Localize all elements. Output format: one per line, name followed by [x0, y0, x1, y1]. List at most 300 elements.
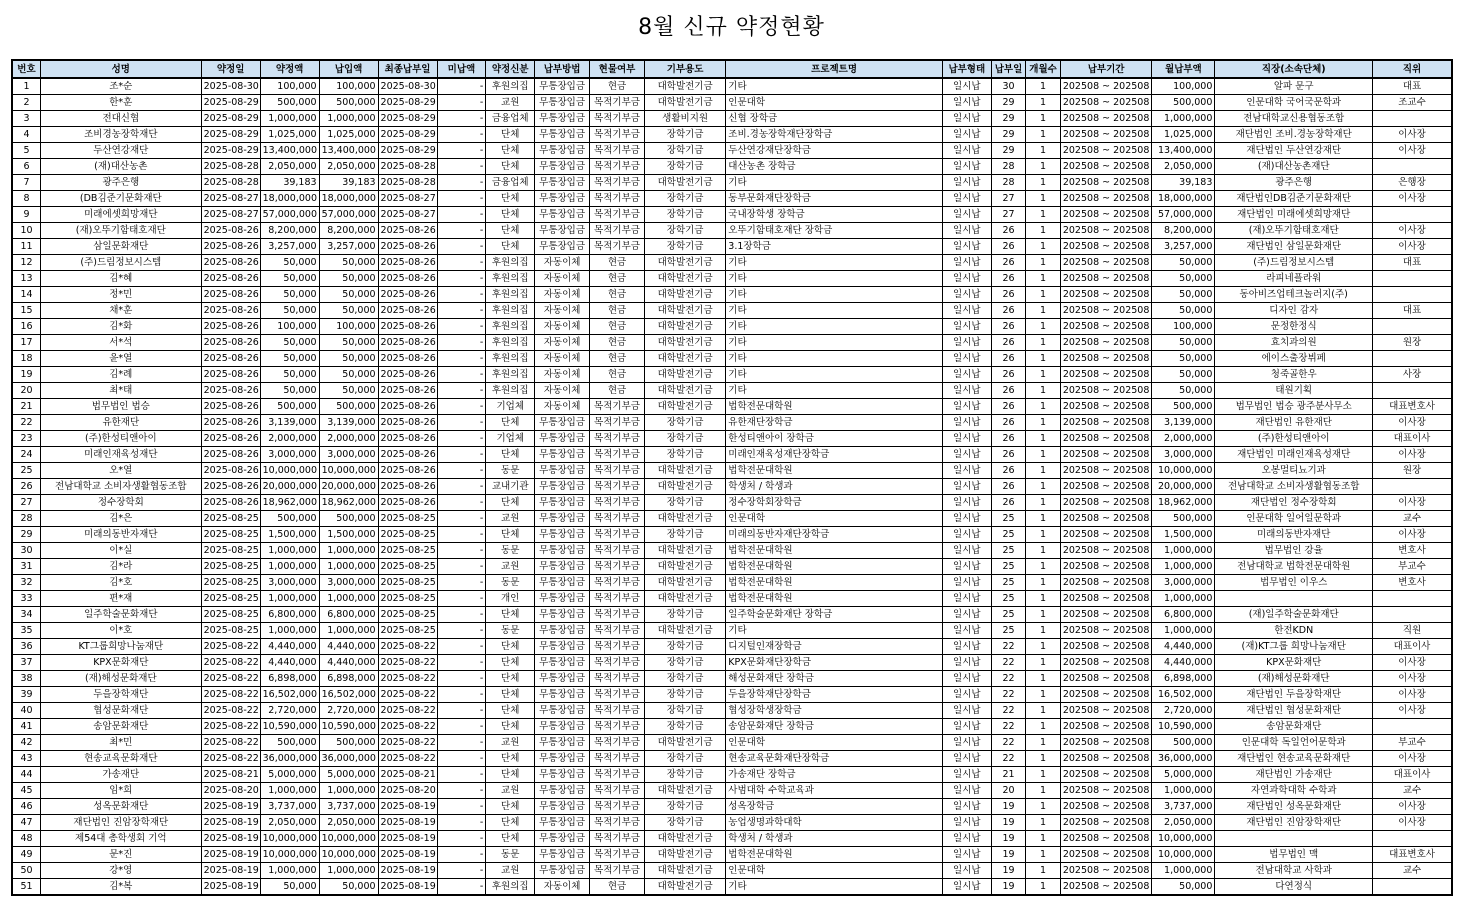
table-row — [12, 831, 1452, 847]
cell-months: 1 — [1026, 223, 1061, 239]
cell-months: 1 — [1026, 207, 1061, 223]
cell-name: 광주은행 — [40, 175, 201, 191]
cell-payment-method: 자동이체 — [535, 367, 590, 383]
cell-organization: 법무법인 맥 — [1215, 847, 1373, 863]
cell-pledge-amount: 3,257,000 — [260, 239, 319, 255]
cell-name: 강*영 — [40, 863, 201, 879]
cell-payment-type: 일시납 — [942, 847, 991, 863]
cell-unpaid: - — [437, 111, 486, 127]
cell-no: 22 — [12, 415, 40, 431]
cell-pledge-amount: 2,000,000 — [260, 431, 319, 447]
table-row — [12, 143, 1452, 159]
cell-payment-day: 26 — [991, 271, 1026, 287]
cell-donor-type: 단체 — [486, 799, 535, 815]
cell-name: 이*실 — [40, 543, 201, 559]
cell-monthly-amount: 50,000 — [1152, 879, 1215, 896]
cell-pledge-date: 2025-08-26 — [201, 351, 260, 367]
cell-paid-amount: 39,183 — [319, 175, 378, 191]
cell-project: 가송재단 장학금 — [726, 767, 943, 783]
cell-pledge-date: 2025-08-19 — [201, 815, 260, 831]
cell-project: 송암문화재단 장학금 — [726, 719, 943, 735]
col-header-paid-amount: 납입액 — [319, 60, 378, 78]
cell-monthly-amount: 50,000 — [1152, 271, 1215, 287]
cell-payment-day: 22 — [991, 687, 1026, 703]
cell-payment-method: 자동이체 — [535, 287, 590, 303]
cell-payment-period: 202508 ~ 202508 — [1060, 399, 1152, 415]
table-row — [12, 783, 1452, 799]
cell-monthly-amount: 100,000 — [1152, 319, 1215, 335]
cell-payment-period: 202508 ~ 202508 — [1060, 735, 1152, 751]
cell-pledge-date: 2025-08-26 — [201, 287, 260, 303]
cell-project: KPX문화재단장학금 — [726, 655, 943, 671]
cell-months: 1 — [1026, 719, 1061, 735]
cell-position: 대표 — [1373, 303, 1452, 319]
cell-payment-type: 일시납 — [942, 175, 991, 191]
cell-payment-type: 일시납 — [942, 447, 991, 463]
cell-organization: 재단법인 미래인재육성재단 — [1215, 447, 1373, 463]
cell-payment-period: 202508 ~ 202508 — [1060, 415, 1152, 431]
cell-no: 48 — [12, 831, 40, 847]
cell-name: 최*민 — [40, 735, 201, 751]
cell-project: 현송교육문화재단장학금 — [726, 751, 943, 767]
cell-name: 조*순 — [40, 78, 201, 95]
cell-no: 30 — [12, 543, 40, 559]
cell-purpose: 장학기금 — [644, 223, 725, 239]
cell-name: 미래의동반자재단 — [40, 527, 201, 543]
cell-name: 임*희 — [40, 783, 201, 799]
cell-project: 오뚜기함태호재단 장학금 — [726, 223, 943, 239]
cell-monthly-amount: 4,440,000 — [1152, 655, 1215, 671]
cell-position: 대표변호사 — [1373, 399, 1452, 415]
cell-monthly-amount: 10,590,000 — [1152, 719, 1215, 735]
cell-organization: (재)해성문화재단 — [1215, 671, 1373, 687]
cell-position — [1373, 111, 1452, 127]
cell-purpose: 장학기금 — [644, 431, 725, 447]
cell-payment-day: 26 — [991, 495, 1026, 511]
cell-payment-type: 일시납 — [942, 78, 991, 95]
cell-pledge-amount: 16,502,000 — [260, 687, 319, 703]
table-row — [12, 415, 1452, 431]
cell-project: 디지털인재장학금 — [726, 639, 943, 655]
cell-purpose: 장학기금 — [644, 607, 725, 623]
cell-months: 1 — [1026, 863, 1061, 879]
cell-payment-day: 25 — [991, 543, 1026, 559]
cell-paid-amount: 1,000,000 — [319, 623, 378, 639]
cell-pledge-date: 2025-08-22 — [201, 703, 260, 719]
cell-payment-period: 202508 ~ 202508 — [1060, 447, 1152, 463]
cell-payment-day: 22 — [991, 639, 1026, 655]
cell-last-paid-date: 2025-08-22 — [378, 735, 437, 751]
cell-payment-period: 202508 ~ 202508 — [1060, 767, 1152, 783]
table-row — [12, 319, 1452, 335]
cell-project: 법학전문대학원 — [726, 543, 943, 559]
cell-name: 문*진 — [40, 847, 201, 863]
cell-unpaid: - — [437, 255, 486, 271]
cell-payment-type: 일시납 — [942, 591, 991, 607]
cell-position: 원장 — [1373, 463, 1452, 479]
cell-name: 정*민 — [40, 287, 201, 303]
cell-project: 미래인재육성재단장학금 — [726, 447, 943, 463]
cell-name: 제54대 총학생회 기억 — [40, 831, 201, 847]
cell-payment-method: 무통장입금 — [535, 783, 590, 799]
cell-payment-method: 무통장입금 — [535, 735, 590, 751]
cell-name: 편*재 — [40, 591, 201, 607]
cell-organization: 전남대학교 법학전문대학원 — [1215, 559, 1373, 575]
cell-paid-amount: 500,000 — [319, 735, 378, 751]
cell-no: 21 — [12, 399, 40, 415]
cell-no: 14 — [12, 287, 40, 303]
cell-purpose: 대학발전기금 — [644, 735, 725, 751]
cell-payment-period: 202508 ~ 202508 — [1060, 335, 1152, 351]
cell-payment-method: 무통장입금 — [535, 863, 590, 879]
cell-unpaid: - — [437, 271, 486, 287]
cell-payment-day: 27 — [991, 207, 1026, 223]
cell-payment-method: 무통장입금 — [535, 575, 590, 591]
cell-payment-type: 일시납 — [942, 863, 991, 879]
cell-monthly-amount: 2,050,000 — [1152, 815, 1215, 831]
cell-name: 김*호 — [40, 575, 201, 591]
cell-payment-type: 일시납 — [942, 511, 991, 527]
cell-donor-type: 교원 — [486, 559, 535, 575]
cell-purpose: 대학발전기금 — [644, 367, 725, 383]
cell-last-paid-date: 2025-08-26 — [378, 287, 437, 303]
cell-paid-amount: 2,050,000 — [319, 159, 378, 175]
cell-unpaid: - — [437, 575, 486, 591]
cell-payment-period: 202508 ~ 202508 — [1060, 719, 1152, 735]
cell-months: 1 — [1026, 191, 1061, 207]
cell-donor-type: 금융업체 — [486, 175, 535, 191]
cell-position: 대표이사 — [1373, 639, 1452, 655]
cell-project: 인문대학 — [726, 735, 943, 751]
cell-unpaid: - — [437, 127, 486, 143]
cell-organization — [1215, 831, 1373, 847]
cell-position: 직원 — [1373, 623, 1452, 639]
cell-pledge-amount: 100,000 — [260, 78, 319, 95]
cell-name: (주)한성티앤아이 — [40, 431, 201, 447]
cell-organization: 광주은행 — [1215, 175, 1373, 191]
cell-no: 49 — [12, 847, 40, 863]
cell-in-kind: 목적기부금 — [590, 543, 645, 559]
cell-last-paid-date: 2025-08-26 — [378, 351, 437, 367]
cell-payment-period: 202508 ~ 202508 — [1060, 111, 1152, 127]
cell-in-kind: 목적기부금 — [590, 831, 645, 847]
cell-project: 두산연강재단장학금 — [726, 143, 943, 159]
cell-donor-type: 기업체 — [486, 431, 535, 447]
cell-in-kind: 목적기부금 — [590, 863, 645, 879]
cell-project: 기타 — [726, 271, 943, 287]
cell-project: 한성티앤아이 장학금 — [726, 431, 943, 447]
cell-last-paid-date: 2025-08-29 — [378, 95, 437, 111]
cell-purpose: 장학기금 — [644, 655, 725, 671]
cell-payment-day: 26 — [991, 399, 1026, 415]
cell-payment-method: 무통장입금 — [535, 95, 590, 111]
cell-organization: (재)일주학술문화재단 — [1215, 607, 1373, 623]
cell-organization: 효치과의원 — [1215, 335, 1373, 351]
cell-months: 1 — [1026, 495, 1061, 511]
cell-payment-day: 26 — [991, 383, 1026, 399]
cell-pledge-date: 2025-08-29 — [201, 111, 260, 127]
cell-payment-period: 202508 ~ 202508 — [1060, 463, 1152, 479]
cell-no: 8 — [12, 191, 40, 207]
cell-pledge-date: 2025-08-26 — [201, 223, 260, 239]
cell-organization: 재단법인 현송교육문화재단 — [1215, 751, 1373, 767]
cell-payment-type: 일시납 — [942, 207, 991, 223]
cell-no: 43 — [12, 751, 40, 767]
cell-months: 1 — [1026, 783, 1061, 799]
cell-payment-method: 무통장입금 — [535, 847, 590, 863]
cell-pledge-amount: 1,000,000 — [260, 591, 319, 607]
cell-pledge-date: 2025-08-22 — [201, 687, 260, 703]
cell-payment-type: 일시납 — [942, 815, 991, 831]
cell-months: 1 — [1026, 255, 1061, 271]
table-row — [12, 735, 1452, 751]
table-row — [12, 287, 1452, 303]
cell-position: 이사장 — [1373, 751, 1452, 767]
cell-name: KT그룹희망나눔재단 — [40, 639, 201, 655]
col-header-last-paid-date: 최종납부일 — [378, 60, 437, 78]
cell-months: 1 — [1026, 95, 1061, 111]
cell-paid-amount: 1,025,000 — [319, 127, 378, 143]
cell-position — [1373, 287, 1452, 303]
cell-payment-period: 202508 ~ 202508 — [1060, 95, 1152, 111]
cell-pledge-amount: 1,500,000 — [260, 527, 319, 543]
cell-paid-amount: 1,000,000 — [319, 783, 378, 799]
cell-payment-method: 자동이체 — [535, 399, 590, 415]
cell-pledge-date: 2025-08-21 — [201, 767, 260, 783]
cell-position — [1373, 271, 1452, 287]
cell-payment-type: 일시납 — [942, 783, 991, 799]
cell-organization: 재단법인 두을장학재단 — [1215, 687, 1373, 703]
cell-donor-type: 개인 — [486, 591, 535, 607]
cell-organization: 법무법인 법승 광주분사무소 — [1215, 399, 1373, 415]
cell-payment-day: 26 — [991, 463, 1026, 479]
cell-monthly-amount: 36,000,000 — [1152, 751, 1215, 767]
cell-monthly-amount: 2,720,000 — [1152, 703, 1215, 719]
cell-paid-amount: 500,000 — [319, 95, 378, 111]
cell-in-kind: 목적기부금 — [590, 607, 645, 623]
cell-payment-day: 19 — [991, 847, 1026, 863]
cell-months: 1 — [1026, 735, 1061, 751]
cell-in-kind: 목적기부금 — [590, 815, 645, 831]
cell-payment-day: 25 — [991, 607, 1026, 623]
cell-name: (재)해성문화재단 — [40, 671, 201, 687]
cell-donor-type: 교원 — [486, 735, 535, 751]
table-row — [12, 431, 1452, 447]
cell-payment-type: 일시납 — [942, 639, 991, 655]
table-row — [12, 575, 1452, 591]
cell-unpaid: - — [437, 879, 486, 896]
cell-months: 1 — [1026, 431, 1061, 447]
cell-monthly-amount: 39,183 — [1152, 175, 1215, 191]
cell-pledge-date: 2025-08-25 — [201, 543, 260, 559]
cell-no: 20 — [12, 383, 40, 399]
cell-position: 사장 — [1373, 367, 1452, 383]
cell-payment-type: 일시납 — [942, 623, 991, 639]
cell-payment-day: 26 — [991, 431, 1026, 447]
cell-pledge-amount: 39,183 — [260, 175, 319, 191]
cell-months: 1 — [1026, 527, 1061, 543]
cell-payment-period: 202508 ~ 202508 — [1060, 783, 1152, 799]
cell-in-kind: 목적기부금 — [590, 111, 645, 127]
cell-no: 12 — [12, 255, 40, 271]
cell-pledge-date: 2025-08-25 — [201, 607, 260, 623]
cell-in-kind: 목적기부금 — [590, 751, 645, 767]
cell-organization: 인문대학 독일언어문학과 — [1215, 735, 1373, 751]
cell-months: 1 — [1026, 415, 1061, 431]
table-row — [12, 223, 1452, 239]
col-header-organization: 직장(소속단체) — [1215, 60, 1373, 78]
cell-months: 1 — [1026, 799, 1061, 815]
cell-payment-method: 무통장입금 — [535, 223, 590, 239]
cell-months: 1 — [1026, 591, 1061, 607]
table-row — [12, 847, 1452, 863]
cell-payment-day: 22 — [991, 751, 1026, 767]
cell-payment-type: 일시납 — [942, 111, 991, 127]
cell-monthly-amount: 500,000 — [1152, 95, 1215, 111]
cell-in-kind: 목적기부금 — [590, 703, 645, 719]
cell-months: 1 — [1026, 831, 1061, 847]
cell-payment-type: 일시납 — [942, 271, 991, 287]
cell-payment-type: 일시납 — [942, 335, 991, 351]
cell-no: 37 — [12, 655, 40, 671]
cell-payment-day: 25 — [991, 559, 1026, 575]
cell-paid-amount: 10,000,000 — [319, 847, 378, 863]
cell-purpose: 장학기금 — [644, 527, 725, 543]
cell-pledge-amount: 4,440,000 — [260, 639, 319, 655]
cell-in-kind: 목적기부금 — [590, 223, 645, 239]
cell-pledge-date: 2025-08-29 — [201, 127, 260, 143]
table-row — [12, 751, 1452, 767]
cell-payment-method: 무통장입금 — [535, 559, 590, 575]
cell-payment-method: 무통장입금 — [535, 511, 590, 527]
cell-no: 18 — [12, 351, 40, 367]
cell-name: 미래에셋희망재단 — [40, 207, 201, 223]
cell-monthly-amount: 500,000 — [1152, 511, 1215, 527]
cell-payment-method: 무통장입금 — [535, 703, 590, 719]
cell-project: 두을장학재단장학금 — [726, 687, 943, 703]
cell-in-kind: 목적기부금 — [590, 623, 645, 639]
cell-pledge-date: 2025-08-26 — [201, 271, 260, 287]
table-row — [12, 447, 1452, 463]
cell-organization: 전남대학교 소비자생활협동조합 — [1215, 479, 1373, 495]
cell-pledge-amount: 1,025,000 — [260, 127, 319, 143]
cell-in-kind: 현금 — [590, 78, 645, 95]
cell-payment-type: 일시납 — [942, 143, 991, 159]
cell-organization: 미래의동반자재단 — [1215, 527, 1373, 543]
cell-payment-type: 일시납 — [942, 735, 991, 751]
cell-purpose: 대학발전기금 — [644, 575, 725, 591]
cell-purpose: 대학발전기금 — [644, 511, 725, 527]
cell-organization: (주)한성티앤아이 — [1215, 431, 1373, 447]
cell-paid-amount: 1,000,000 — [319, 111, 378, 127]
cell-name: 김*례 — [40, 367, 201, 383]
cell-paid-amount: 500,000 — [319, 399, 378, 415]
cell-pledge-date: 2025-08-28 — [201, 175, 260, 191]
table-row — [12, 623, 1452, 639]
cell-project: 학생처 / 학생과 — [726, 831, 943, 847]
cell-organization: (재)오뚜기함태호재단 — [1215, 223, 1373, 239]
cell-name: 두을장학재단 — [40, 687, 201, 703]
cell-monthly-amount: 57,000,000 — [1152, 207, 1215, 223]
cell-last-paid-date: 2025-08-25 — [378, 559, 437, 575]
cell-unpaid: - — [437, 463, 486, 479]
cell-pledge-amount: 1,000,000 — [260, 863, 319, 879]
cell-in-kind: 목적기부금 — [590, 95, 645, 111]
cell-organization: 동아비즈업테크놀러지(주) — [1215, 287, 1373, 303]
cell-purpose: 대학발전기금 — [644, 78, 725, 95]
cell-no: 51 — [12, 879, 40, 896]
table-row — [12, 495, 1452, 511]
cell-pledge-amount: 500,000 — [260, 511, 319, 527]
cell-payment-type: 일시납 — [942, 399, 991, 415]
cell-payment-period: 202508 ~ 202508 — [1060, 799, 1152, 815]
cell-last-paid-date: 2025-08-26 — [378, 319, 437, 335]
cell-months: 1 — [1026, 111, 1061, 127]
cell-monthly-amount: 4,440,000 — [1152, 639, 1215, 655]
cell-months: 1 — [1026, 239, 1061, 255]
cell-pledge-date: 2025-08-26 — [201, 303, 260, 319]
cell-pledge-date: 2025-08-26 — [201, 255, 260, 271]
cell-payment-method: 무통장입금 — [535, 543, 590, 559]
cell-payment-method: 무통장입금 — [535, 719, 590, 735]
cell-project: 법학전문대학원 — [726, 575, 943, 591]
cell-monthly-amount: 1,500,000 — [1152, 527, 1215, 543]
cell-months: 1 — [1026, 559, 1061, 575]
cell-project: 기타 — [726, 879, 943, 896]
cell-payment-method: 무통장입금 — [535, 175, 590, 191]
cell-payment-method: 무통장입금 — [535, 415, 590, 431]
cell-name: (주)드림정보시스템 — [40, 255, 201, 271]
table-row — [12, 207, 1452, 223]
cell-purpose: 장학기금 — [644, 639, 725, 655]
cell-position: 변호사 — [1373, 543, 1452, 559]
cell-purpose: 대학발전기금 — [644, 831, 725, 847]
cell-organization: 인문대학 국어국문학과 — [1215, 95, 1373, 111]
cell-no: 2 — [12, 95, 40, 111]
cell-position: 교수 — [1373, 511, 1452, 527]
cell-payment-day: 19 — [991, 815, 1026, 831]
cell-payment-period: 202508 ~ 202508 — [1060, 831, 1152, 847]
cell-pledge-amount: 1,000,000 — [260, 543, 319, 559]
cell-monthly-amount: 1,000,000 — [1152, 591, 1215, 607]
cell-no: 29 — [12, 527, 40, 543]
cell-unpaid: - — [437, 415, 486, 431]
cell-last-paid-date: 2025-08-26 — [378, 431, 437, 447]
cell-purpose: 대학발전기금 — [644, 879, 725, 896]
cell-position: 대표변호사 — [1373, 847, 1452, 863]
cell-payment-period: 202508 ~ 202508 — [1060, 287, 1152, 303]
cell-payment-day: 26 — [991, 287, 1026, 303]
cell-payment-type: 일시납 — [942, 655, 991, 671]
cell-in-kind: 목적기부금 — [590, 447, 645, 463]
cell-name: 윤*열 — [40, 351, 201, 367]
cell-position: 원장 — [1373, 335, 1452, 351]
cell-position: 이사장 — [1373, 703, 1452, 719]
cell-donor-type: 후원의집 — [486, 78, 535, 95]
col-header-purpose: 기부용도 — [644, 60, 725, 78]
cell-payment-day: 19 — [991, 863, 1026, 879]
cell-monthly-amount: 1,025,000 — [1152, 127, 1215, 143]
col-header-name: 성명 — [40, 60, 201, 78]
cell-payment-period: 202508 ~ 202508 — [1060, 207, 1152, 223]
cell-position: 이사장 — [1373, 191, 1452, 207]
cell-payment-period: 202508 ~ 202508 — [1060, 431, 1152, 447]
cell-months: 1 — [1026, 351, 1061, 367]
cell-pledge-date: 2025-08-22 — [201, 655, 260, 671]
cell-purpose: 장학기금 — [644, 799, 725, 815]
cell-purpose: 대학발전기금 — [644, 319, 725, 335]
pledge-table — [11, 59, 1453, 896]
